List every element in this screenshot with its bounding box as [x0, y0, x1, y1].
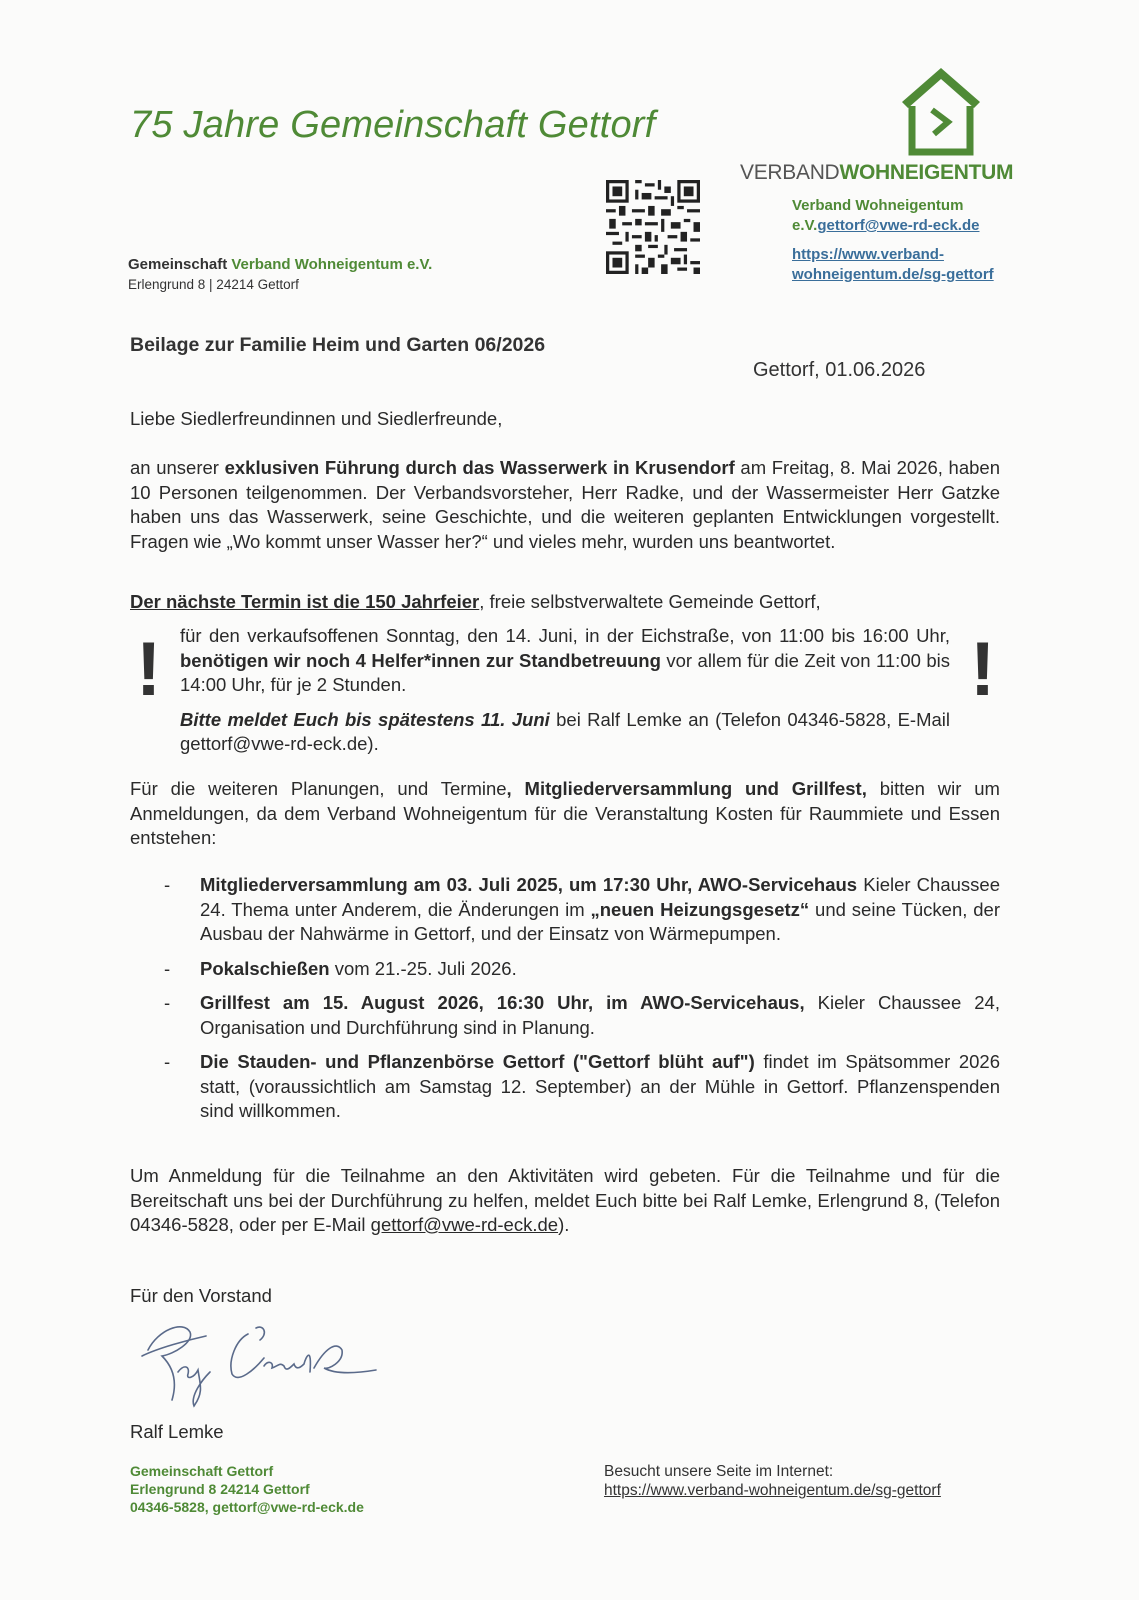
li4-text: findet im Spätsommer 2026 statt, (voraussichtlich am Samstag 12. September) an der Mühle in Gettorf. Pflanzenspenden sind willkommen. [200, 1051, 1000, 1121]
signer-name: Ralf Lemke [130, 1421, 224, 1442]
li2-text: vom 21.-25. Juli 2026. [329, 957, 517, 979]
letter-date: Gettorf, 01.06.2026 [753, 359, 926, 381]
helper-bold: benötigen wir noch 4 Helfer*innen zur Standbetreuung [180, 649, 661, 671]
footer-website-link[interactable]: https://www.verband-wohneigentum.de/sg-gettorf [604, 1482, 941, 1499]
contact-email-link[interactable]: gettorf@vwe-rd-eck.de [817, 217, 980, 234]
p4-text-c: ). [558, 1214, 570, 1235]
sender-address: Erlengrund 8 | 24214 Gettorf [128, 277, 299, 292]
website-link-line2[interactable]: wohneigentum.de/sg-gettorf [792, 266, 994, 283]
exclamation-mark-left: ! [136, 627, 162, 712]
list-dash: - [164, 1051, 171, 1072]
signature-image [128, 1310, 378, 1410]
org-name: Verband Wohneigentum e.V. [231, 256, 433, 273]
logo-wordmark [740, 161, 1013, 185]
li2-bold: Pokalschießen [200, 957, 330, 979]
list-dash: - [164, 992, 171, 1013]
list-item [130, 991, 1000, 1040]
li1-bold: Mitgliederversammlung am 03. Juli 2025, um 17:30 Uhr, AWO-Servicehaus [200, 874, 858, 895]
website-link[interactable] [792, 245, 994, 285]
footer-phone-email: 04346-5828, gettorf@vwe-rd-eck.de [130, 1499, 364, 1515]
letter-subject: Beilage zur Familie Heim und Garten 06/2026 [130, 334, 546, 356]
paragraph-registration [130, 1164, 1000, 1238]
list-item [130, 873, 1000, 947]
qr-code-icon[interactable] [606, 180, 700, 274]
li3-text: Kieler Chaussee 24, Organisation und Durchführung sind in Planung. [200, 992, 1000, 1038]
list-item [130, 957, 1000, 982]
footer-org: Gemeinschaft Gettorf [130, 1463, 274, 1479]
deadline-bold: Bitte meldet Euch bis spätestens 11. Juni [180, 708, 550, 730]
paragraph-wasserwerk [130, 456, 1000, 554]
letter-title: 75 Jahre Gemeinschaft Gettorf [130, 104, 656, 146]
contact-block [792, 196, 979, 236]
li1-text: Kieler Chaussee 24. Thema unter Anderem, die Änderungen im [200, 874, 1000, 920]
li3-bold: Grillfest am 15. August 2026, 16:30 Uhr, im AWO-Servicehaus, [200, 992, 805, 1013]
registration-email-link[interactable]: gettorf@vwe-rd-eck.de [370, 1214, 559, 1235]
footer-address [130, 1462, 364, 1516]
helper-deadline [180, 708, 950, 757]
logo-word-verband: VERBAND [740, 161, 840, 184]
list-dash: - [164, 874, 171, 895]
footer-website [604, 1462, 941, 1500]
helper-callout [180, 624, 950, 757]
p1-text-c: am Freitag, 8. Mai 2026, haben 10 Personen teilgenommen. Der Verbandsvorsteher, Herr Radke, und der Wassermeister Herr Gatzke haben uns das Wasserwerk, seine Geschichte, und die weiteren geplanten Entwicklungen vorgestellt. Fragen wie „Wo kommt unser Wasser her?“ und vieles mehr, wurden uns beantwortet. [130, 457, 1000, 552]
li4-bold: Die Stauden- und Pflanzenbörse Gettorf ("Gettorf blüht auf") [200, 1051, 755, 1072]
footer-website-label: Besucht unsere Seite im Internet: [604, 1463, 834, 1480]
helper-request [180, 624, 950, 698]
contact-ev: e.V. [792, 217, 818, 234]
list-item [130, 1050, 1000, 1124]
event-list [130, 873, 1000, 1134]
p3-text-a: Für die weiteren Planungen, und Termine [130, 778, 507, 799]
p1-bold: exklusiven Führung durch das Wasserwerk in Krusendorf [224, 457, 735, 478]
contact-email-line [792, 216, 979, 236]
website-link-line1[interactable]: https://www.verband- [792, 246, 944, 263]
house-logo-icon [900, 66, 982, 158]
p4-text-a: Um Anmeldung für die Teilnahme an den Aktivitäten wird gebeten. Für die Teilnahme und für die Bereitschaft uns bei der Durchführung zu helfen, meldet Euch bitte bei Ralf Lemke, Erlengrund 8, (Telefon 04346-5828, oder per E-Mail [130, 1165, 1000, 1235]
contact-org: Verband Wohneigentum [792, 197, 964, 214]
deadline-text: bei Ralf Lemke an (Telefon 04346-5828, E-Mail gettorf@vwe-rd-eck.de). [180, 708, 950, 754]
li1-text-2: und seine Tücken, der Ausbau der Nahwärme in Gettorf, und der Einsatz von Wärmepumpen. [200, 898, 1000, 944]
list-dash: - [164, 957, 171, 979]
helper-text-c: vor allem für die Zeit von 11:00 bis 14:00 Uhr, für je 2 Stunden. [180, 649, 951, 695]
p3-text-c: bitten wir um Anmeldungen, da dem Verband Wohneigentum für die Veranstaltung Kosten für Raummiete und Essen entstehen: [130, 778, 1000, 848]
organization-name [128, 256, 432, 273]
paragraph-planning [130, 777, 1000, 851]
exclamation-mark-right: ! [970, 627, 996, 712]
next-event-text: , freie selbstverwaltete Gemeinde Gettorf, [479, 591, 821, 612]
footer-street: Erlengrund 8 24214 Gettorf [130, 1481, 310, 1497]
logo-word-wohneigentum: WOHNEIGENTUM [839, 161, 1014, 184]
org-prefix: Gemeinschaft [128, 256, 228, 273]
closing-line: Für den Vorstand [130, 1285, 272, 1306]
helper-text-a: für den verkaufsoffenen Sonntag, den 14. Juni, in der Eichstraße, von 11:00 bis 16:00 Uhr, [180, 625, 950, 646]
next-event-heading: Der nächste Termin ist die 150 Jahrfeier [130, 591, 480, 612]
p1-text-a: an unserer [130, 457, 225, 478]
li1-bold-2: „neuen Heizungsgesetz“ [590, 898, 810, 920]
p3-bold: , Mitgliederversammlung und Grillfest, [506, 778, 867, 799]
greeting: Liebe Siedlerfreundinnen und Siedlerfreunde, [130, 408, 503, 429]
paragraph-next-event [130, 590, 821, 615]
